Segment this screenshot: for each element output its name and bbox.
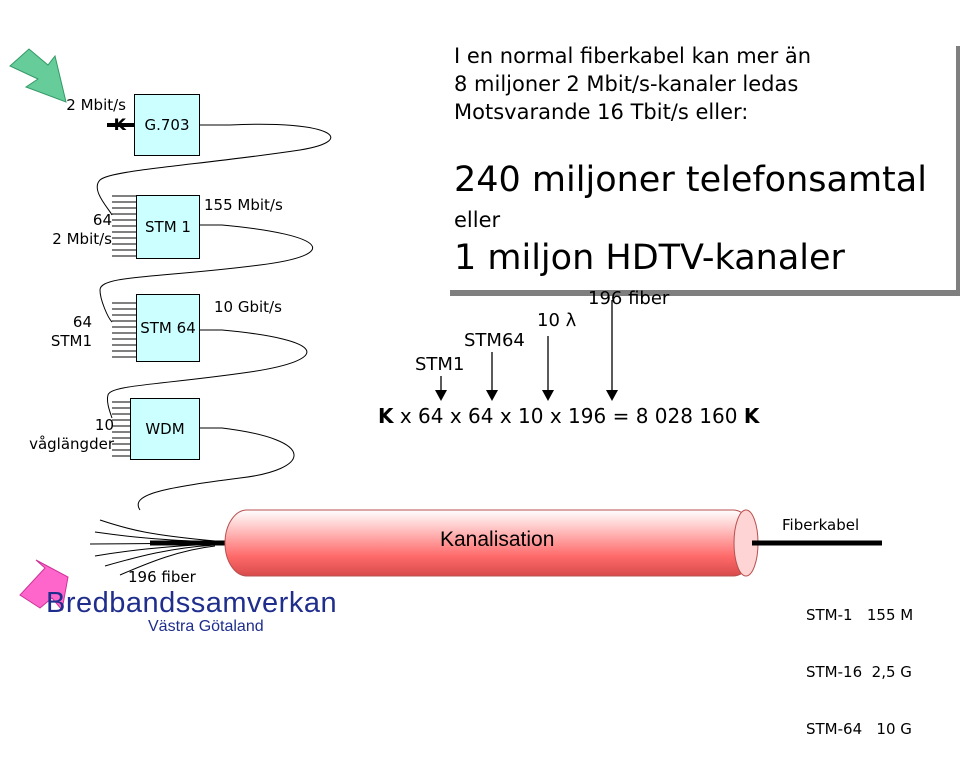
row1-label: 2 Mbit/s K [66, 96, 126, 134]
legend-item: STM-64 10 G [806, 720, 912, 738]
annotation-fiber: 196 fiber [588, 288, 670, 309]
logo-region: Västra Götaland [148, 618, 264, 635]
info-line2: 8 miljoner 2 Mbit/s-kanaler ledas [454, 72, 799, 96]
info-box [444, 40, 956, 290]
info-line3: Motsvarande 16 Tbit/s eller: [454, 100, 749, 124]
fiber-count-label: 196 fiber [128, 568, 196, 586]
fiberkabel-label: Fiberkabel [782, 516, 860, 534]
annotation-stm1: STM1 [415, 354, 465, 375]
annotation-stm64: STM64 [464, 330, 525, 351]
wdm-box: WDM [130, 398, 200, 460]
info-big2: 1 miljon HDTV-kanaler [454, 238, 845, 278]
annotation-lambda: 10 λ [537, 310, 577, 331]
green-arrow-icon [10, 49, 66, 102]
g703-box: G.703 [134, 94, 200, 156]
row3-label: 64 STM1 [50, 313, 92, 350]
info-line1: I en normal fiberkabel kan mer än [454, 44, 812, 68]
row4-label: 10 våglängder [29, 416, 114, 453]
info-or: eller [454, 208, 501, 232]
row2-label: 64 2 Mbit/s [52, 211, 112, 248]
speed-legend [806, 568, 913, 758]
stm1-box: STM 1 [136, 195, 200, 259]
rate-155: 155 Mbit/s [204, 196, 283, 214]
logo-name: Bredbandssamverkan [46, 587, 338, 619]
info-big1: 240 miljoner telefonsamtal [454, 160, 927, 200]
cable-label: Kanalisation [440, 528, 555, 551]
legend-item: STM-16 2,5 G [806, 663, 912, 681]
logo [46, 588, 337, 636]
legend-item: STM-1 155 M [806, 606, 914, 624]
formula: K x 64 x 64 x 10 x 196 = 8 028 160 K [378, 404, 760, 428]
stm64-box: STM 64 [136, 294, 200, 362]
rate-10g: 10 Gbit/s [214, 298, 282, 316]
